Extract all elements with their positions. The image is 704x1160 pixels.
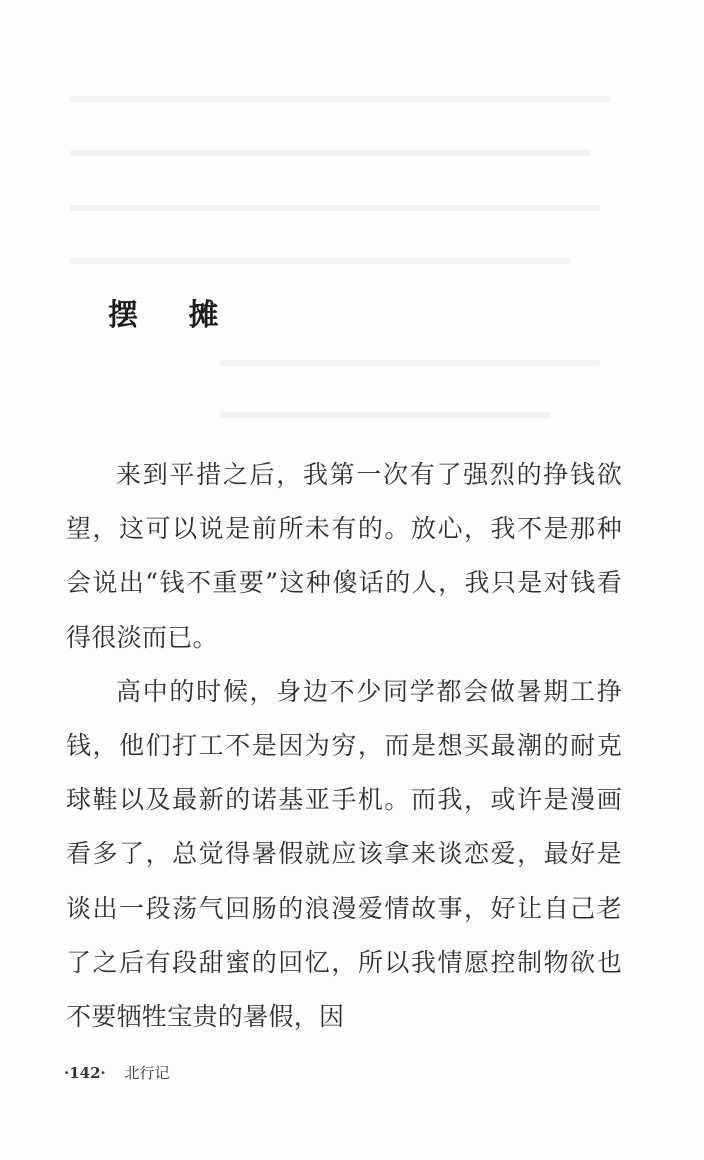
show-through-mark — [220, 412, 550, 418]
show-through-mark — [70, 96, 610, 102]
chapter-title: 摆 摊 — [108, 298, 239, 333]
show-through-mark — [70, 150, 590, 156]
show-through-mark — [70, 258, 570, 264]
running-title: 北行记 — [124, 1064, 170, 1082]
show-through-mark — [70, 205, 600, 211]
paragraph: 来到平措之后，我第一次有了强烈的挣钱欲望，这可以说是前所未有的。放心，我不是那种会说出“钱不重要”这种傻话的人，我只是对钱看得很淡而已。 — [66, 460, 622, 652]
body-text — [66, 448, 622, 1044]
page-number: ·142· — [64, 1064, 106, 1082]
page-footer — [64, 1062, 170, 1083]
paragraph: 高中的时候，身边不少同学都会做暑期工挣钱，他们打工不是因为穷，而是想买最潮的耐克球鞋以及最新的诺基亚手机。而我，或许是漫画看多了，总觉得暑假就应该拿来谈恋爱，最好是谈出一段荡气回肠的浪漫爱情故事，好让自己老了之后有段甜蜜的回忆，所以我情愿控制物欲也不要牺牲宝贵的暑假，因 — [66, 676, 622, 1032]
show-through-mark — [220, 360, 600, 366]
